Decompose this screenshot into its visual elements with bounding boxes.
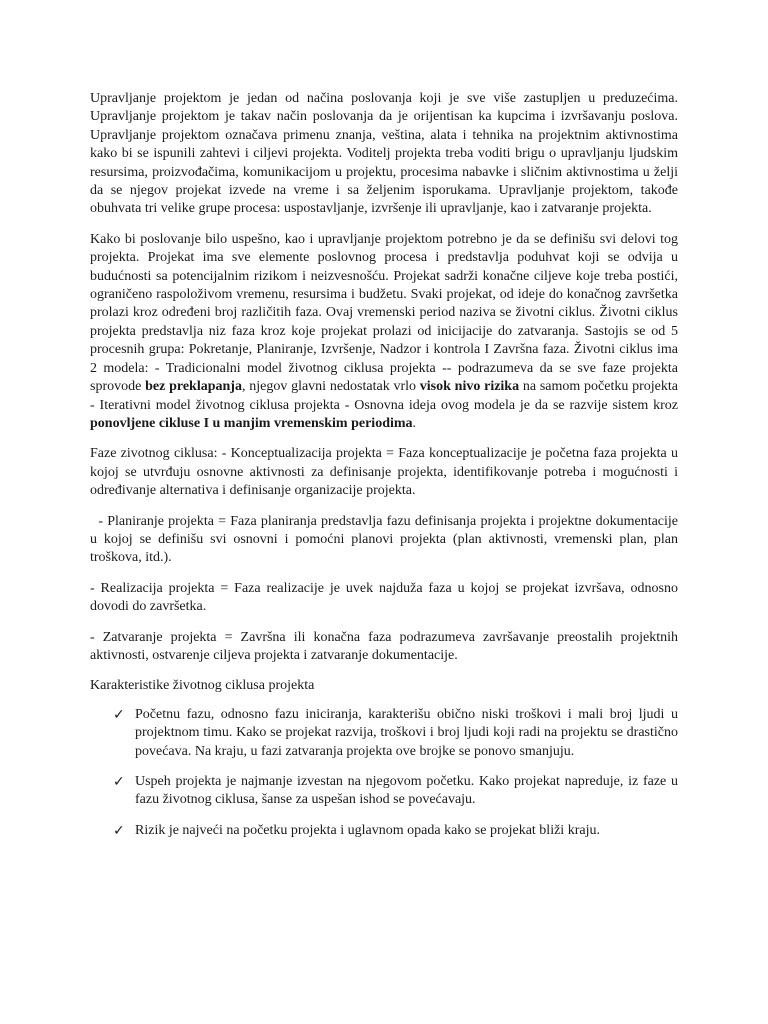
list-item [90,773,678,810]
paragraph-intro: Upravljanje projektom je jedan od načina poslovanja koji je sve više zastupljen u preduzećima. Upravljanje projektom je takav način poslovanja da je orijentisan ka kupcima i izvršavanju poslova. Upravljanje projektom označava primenu znanja, veština, alata i tehnika na projektnim aktivnostima kako bi se ispunili zahtevi i ciljevi projekta. Voditelj projekta treba voditi brigu o upravljanju ljudskim resursima, proizvođačima, komunikacijom u projektu, procesima nabavke i sličnim aktivnostima u želji da se njegov projekat izvede na vreme i sa željenim isporukama. Upravljanje projektom, takođe obuhvata tri velike grupe procesa: uspostavljanje, izvršenje ili upravljanje, kao i zatvaranje projekta. [90,91,678,217]
list-item-text: Početnu fazu, odnosno fazu iniciranja, karakterišu obično niski troškovi i mali broj ljudi u projektnom timu. Kako se projekat razvija, troškovi i broj ljudi koji radi na projektu se drastično povećava. Na kraju, u fazi zatvaranja projekta ove brojke se ponovo smanjuju. [135,706,678,759]
list-item-text: Rizik je najveći na početku projekta i uglavnom opada kako se projekat bliži kraju. [135,822,600,838]
list-item [90,822,678,840]
paragraph-closing: - Zatvaranje projekta = Završna ili konačna faza podrazumeva završavanje preostalih projektnih aktivnosti, ostvarenje ciljeva projekta i zatvaranje dokumentacije. [90,629,678,663]
section-heading: Karakteristike životnog ciklusa projekta [90,678,315,694]
document-page [90,90,682,852]
text-run: Kako bi poslovanje bilo uspešno, kao i upravljanje projektom potrebno je da se definišu svi delovi tog projekta. Projekat ima sve elemente poslovnog procesa i predstavlja poduhvat koji se odvija u budućnosti sa potencijalnim rizikom i neizvesnošću. Projekat sadrži konačne ciljeve koje treba postići, ograničeno raspoloživom vremenu, resursima i budžetu. Svaki projekat, od ideje do konačnog završetka prolazi kroz određeni broj različitih faza. Ovaj vremenski period naziva se životni ciklus. Životni ciklus projekta predstavlja niz faza kroz koje projekat prolazi od inicijacije do zatvaranja. Sastojis se od 5 procesnih grupa: Pokretanje, Planiranje, Izvršenje, Nadzor i kontrola I Završna faza. Životni ciklus ima 2 modela: - Tradicionalni model životnog ciklusa projekta -- podrazumeva da se sve faze projekta sprovode [90,231,678,395]
list-item-text: Uspeh projekta je najmanje izvestan na njegovom početku. Kako projekat napreduje, iz faze u fazu životnog ciklusa, šanse za uspešan ishod se povećavaju. [135,774,678,808]
list-item [90,706,678,761]
text-run: na samom početku projekta - Iterativni model životnog ciklusa projekta - Osnovna ideja ovog modela je da se razvije sistem kroz [90,379,678,413]
check-icon: ✓ [113,822,125,839]
check-icon: ✓ [113,774,125,790]
bold-run: ponovljene cikluse I u manjim vremenskim periodima [90,415,413,431]
characteristics-list [90,706,678,840]
text-run: , njegov glavni nedostatak vrlo [241,379,420,395]
bold-run: bez preklapanja [145,379,242,395]
paragraph-realization: - Realizacija projekta = Faza realizacije je uvek najduža faza u kojoj se projekat izvršava, odnosno dovodi do završetka. [90,580,678,615]
bold-run: visok nivo rizika [419,379,520,395]
paragraph-planning: - Planiranje projekta = Faza planiranja predstavlja fazu definisanja projekta i projektne dokumentacije u kojoj se definišu svi osnovni i pomoćni planovi projekta (plan aktivnosti, vremenski plan, plan troškova, itd.). [90,513,682,566]
check-icon: ✓ [113,706,125,723]
text-run: . [412,415,417,431]
paragraph-lifecycle [90,231,678,433]
paragraph-conceptualization: Faze zivotnog ciklusa: - Konceptualizacija projekta = Faza konceptualizacije je početna faza projekta u kojoj se utvrđuju osnovne aktivnosti za definisanje projekta, identifikovanje potreba i mogućnosti i određivanje alternativa i definisanje organizacije projekta. [90,446,678,499]
